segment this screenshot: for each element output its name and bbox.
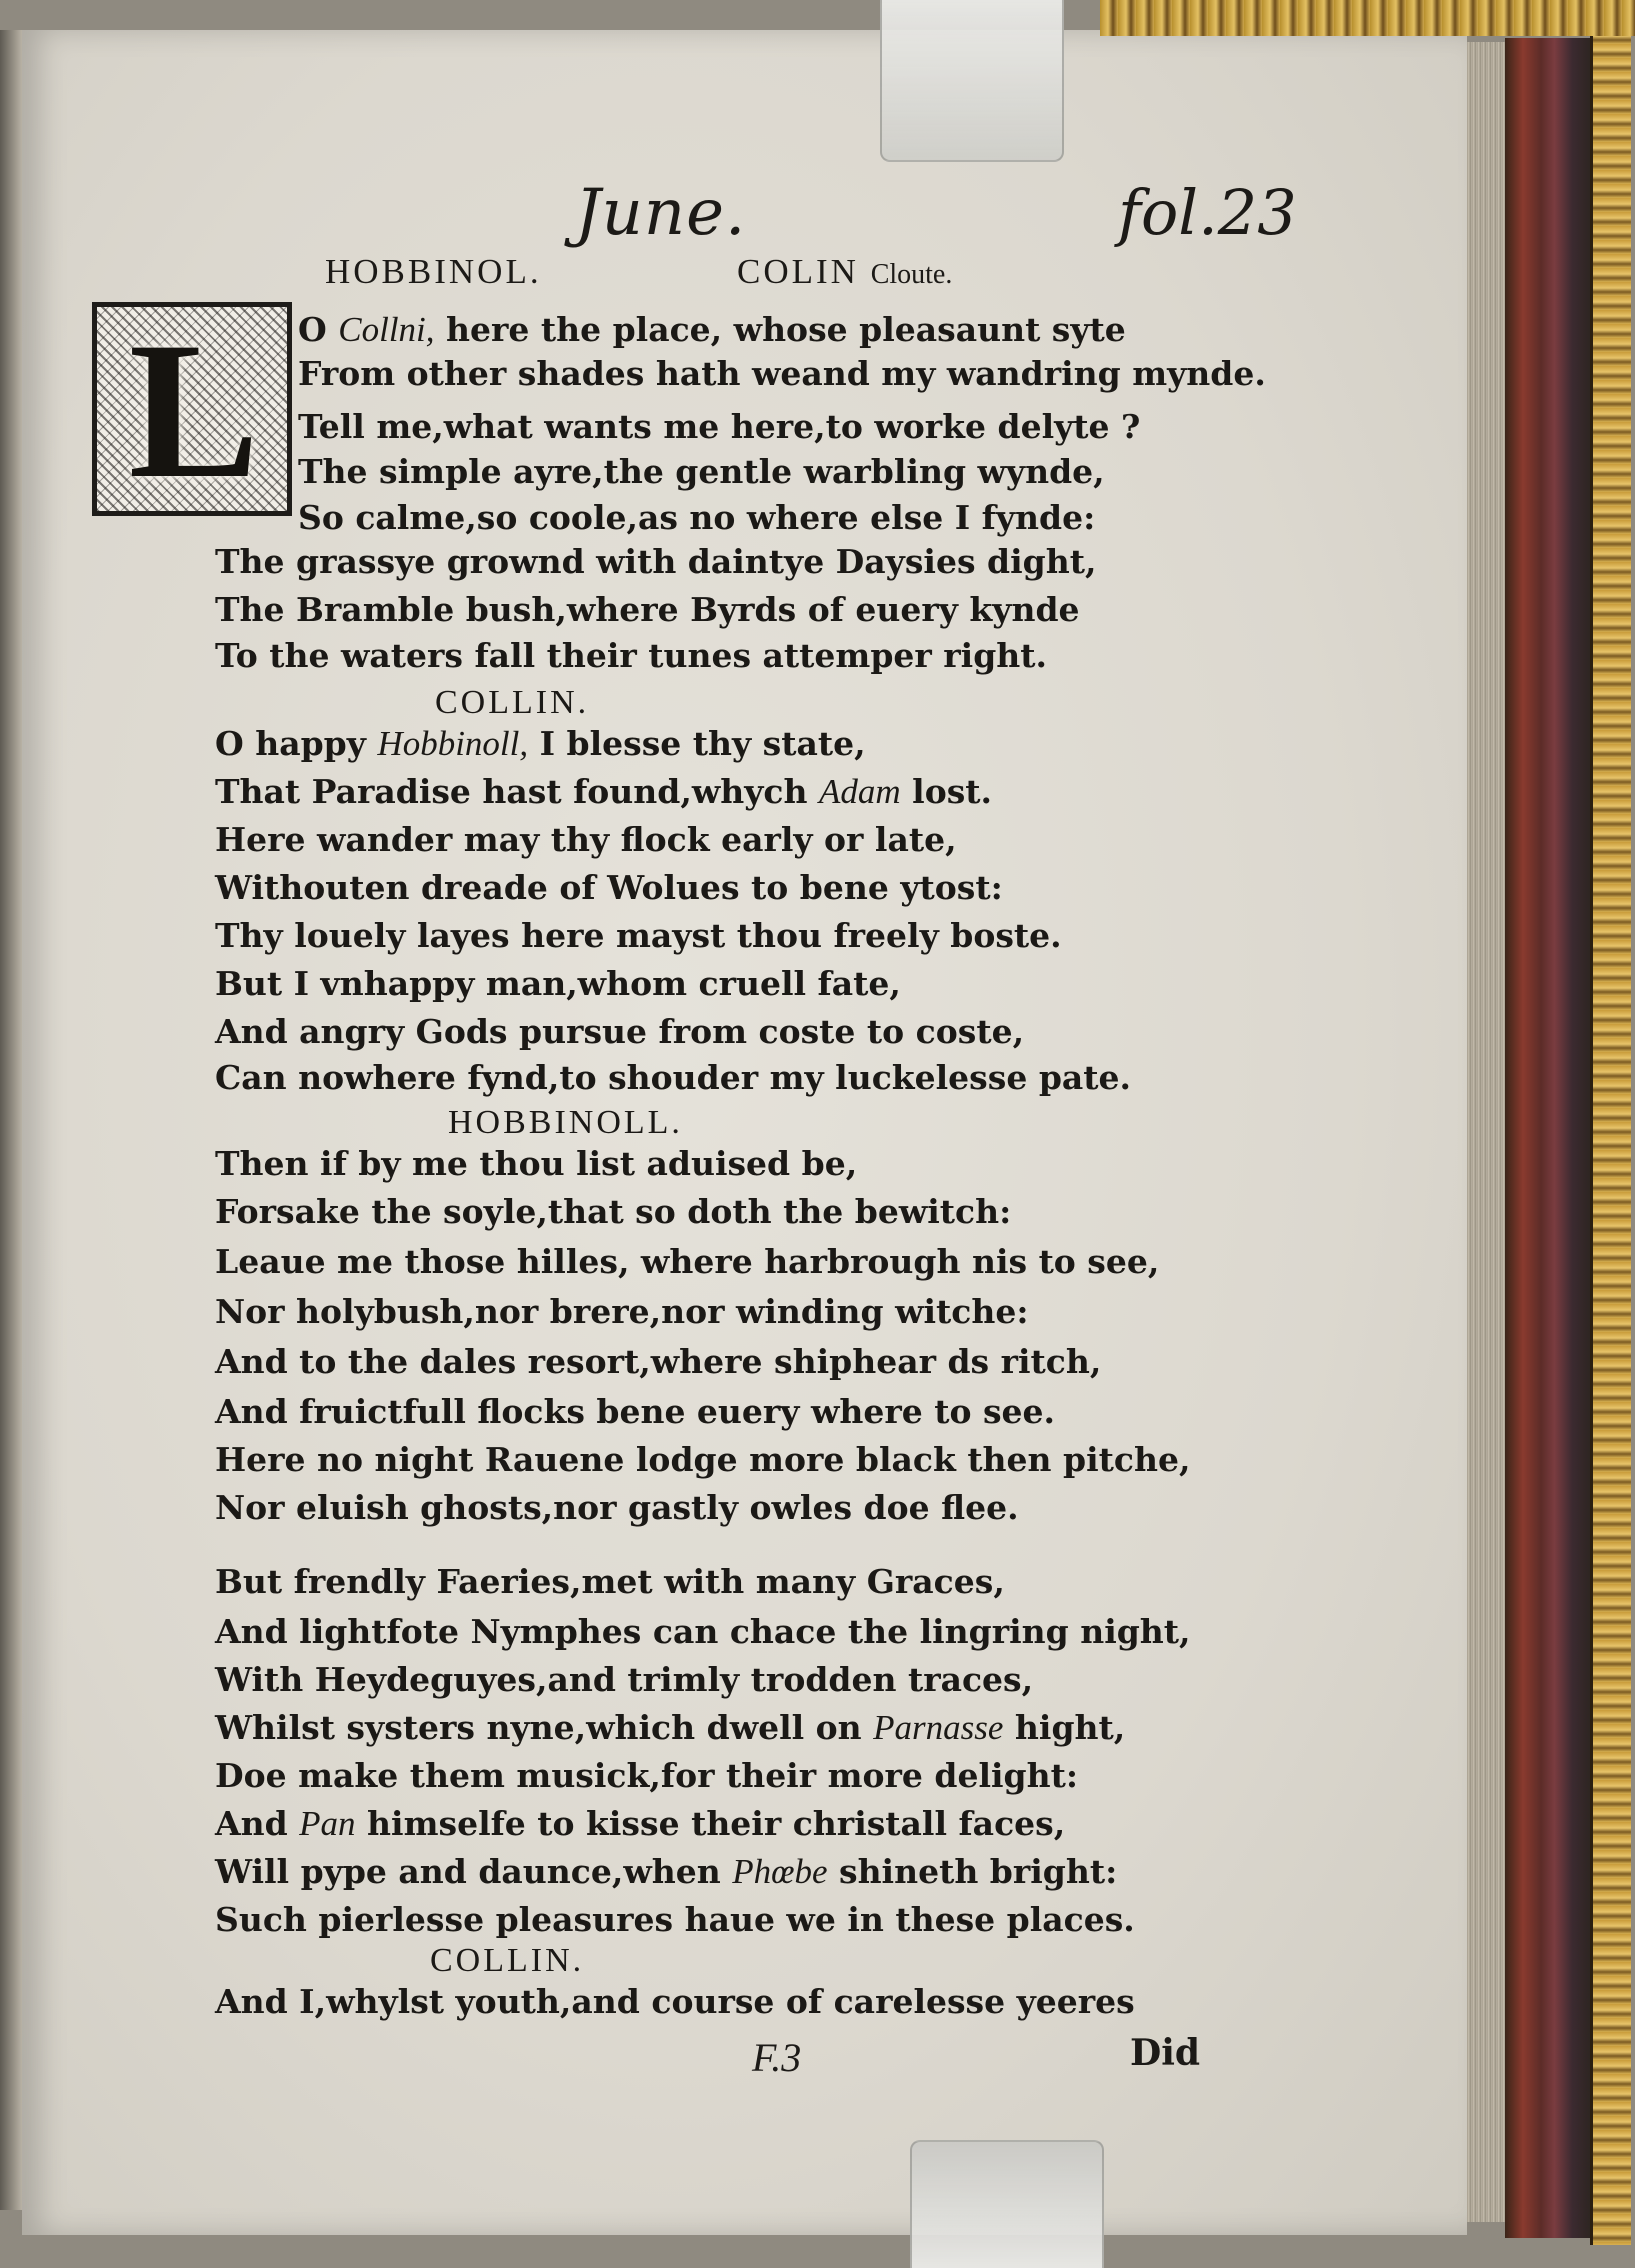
verse-line: O Collni, here the place, whose pleasaunt syte xyxy=(298,310,1126,349)
speaker-colin-name: COLIN xyxy=(737,252,859,291)
speaker-heading: HOBBINOLL. xyxy=(448,1104,683,1141)
verse-line: With Heydeguyes,and trimly trodden traces, xyxy=(215,1660,1034,1699)
verse-line: And lightfote Nymphes can chace the lingring night, xyxy=(215,1612,1191,1651)
running-head-month: June. xyxy=(575,176,747,250)
verse-line: And Pan himselfe to kisse their christall faces, xyxy=(215,1804,1066,1843)
verse-line: Forsake the soyle,that so doth the bewitch: xyxy=(215,1192,1012,1231)
folio-number: fol.23 xyxy=(1118,176,1297,249)
catchword: Did xyxy=(1130,2032,1201,2074)
verse-line: Whilst systers nyne,which dwell on Parnasse hight, xyxy=(215,1708,1126,1747)
verse-line: But frendly Faeries,met with many Graces, xyxy=(215,1562,1005,1601)
verse-line: Here no night Rauene lodge more black then pitche, xyxy=(215,1440,1191,1479)
verse-line: To the waters fall their tunes attemper right. xyxy=(215,636,1047,675)
verse-line: Here wander may thy flock early or late, xyxy=(215,820,957,859)
verse-line: And angry Gods pursue from coste to coste, xyxy=(215,1012,1025,1051)
verse-line: O happy Hobbinoll, I blesse thy state, xyxy=(215,724,866,763)
speaker-colin xyxy=(737,252,952,292)
verse-line: Withouten dreade of Wolues to bene ytost: xyxy=(215,868,1003,907)
verse-line: And to the dales resort,where shiphear ds ritch, xyxy=(215,1342,1102,1381)
verse-line: From other shades hath weand my wandring mynde. xyxy=(298,354,1266,393)
verse-line: Doe make them musick,for their more delight: xyxy=(215,1756,1079,1795)
initial-letter: L xyxy=(128,302,260,519)
speaker-colin-surname: Cloute. xyxy=(870,259,953,290)
speaker-heading: COLLIN. xyxy=(435,684,590,721)
verse-line: Will pype and daunce,when Phœbe shineth bright: xyxy=(215,1852,1118,1891)
speaker-heading: COLLIN. xyxy=(430,1942,585,1979)
verse-line: Such pierlesse pleasures haue we in these places. xyxy=(215,1900,1135,1939)
verse-line: The simple ayre,the gentle warbling wynde, xyxy=(298,452,1105,491)
verse-line: Nor eluish ghosts,nor gastly owles doe flee. xyxy=(215,1488,1019,1527)
verse-line: Leaue me those hilles, where harbrough nis to see, xyxy=(215,1242,1160,1281)
signature-mark: F.3 xyxy=(752,2035,802,2080)
verse-line: Tell me,what wants me here,to worke delyte ? xyxy=(298,407,1141,446)
verse-line: And I,whylst youth,and course of carelesse yeeres xyxy=(215,1982,1135,2021)
verse-line: That Paradise hast found,whych Adam lost. xyxy=(215,772,993,811)
verse-line: Thy louely layes here mayst thou freely boste. xyxy=(215,916,1062,955)
verse-line: Can nowhere fynd,to shouder my luckelesse pate. xyxy=(215,1058,1132,1097)
verse-line: Nor holybush,nor brere,nor winding witche: xyxy=(215,1292,1029,1331)
verse-line: So calme,so coole,as no where else I fynde: xyxy=(298,498,1096,537)
verse-line: Then if by me thou list aduised be, xyxy=(215,1144,858,1183)
decorated-initial xyxy=(92,302,292,519)
speaker-hobbinol: HOBBINOL. xyxy=(325,252,542,291)
verse-line: But I vnhappy man,whom cruell fate, xyxy=(215,964,901,1003)
verse-line: And fruictfull flocks bene euery where to see. xyxy=(215,1392,1056,1431)
verse-line: The grassye grownd with daintye Daysies dight, xyxy=(215,542,1097,581)
verse-line: The Bramble bush,where Byrds of euery kynde xyxy=(215,590,1080,629)
